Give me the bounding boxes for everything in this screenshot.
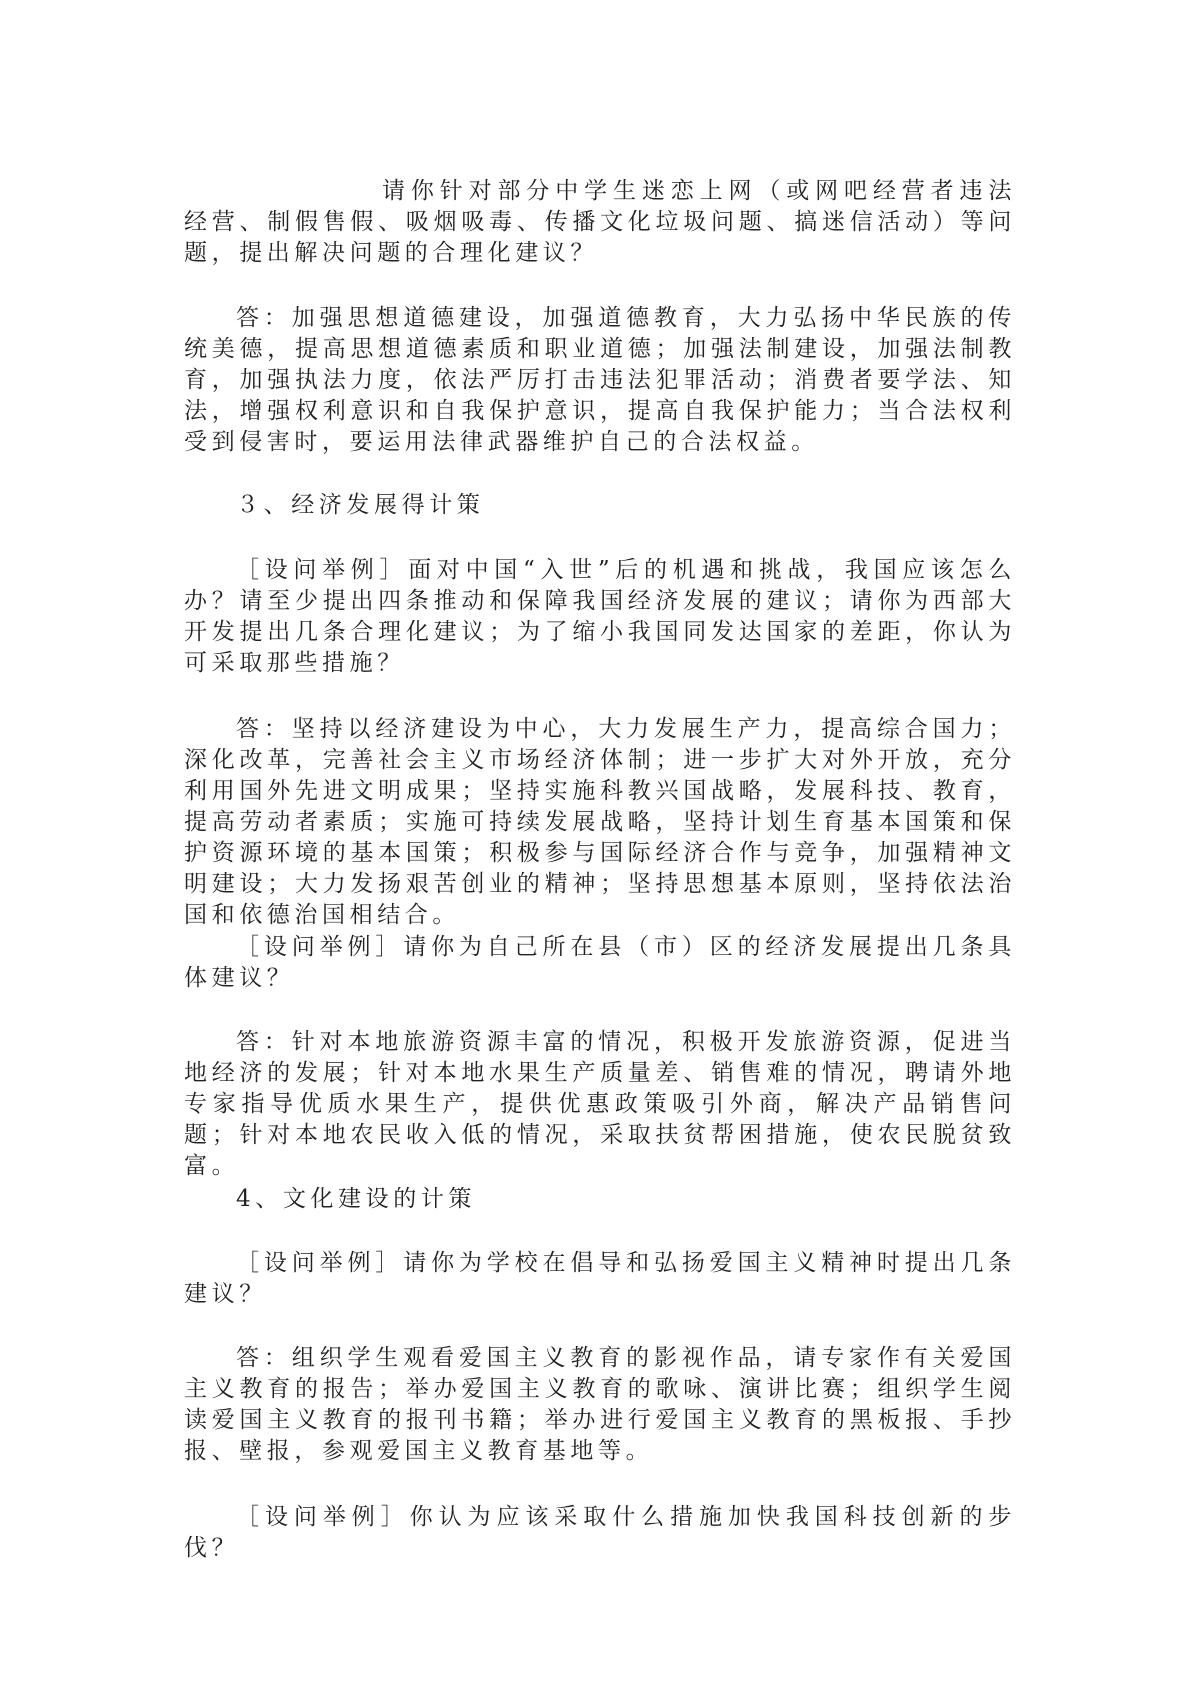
section-heading-4: 4、文化建设的计策 bbox=[236, 1186, 477, 1212]
question-paragraph-5: ［设问举例］你认为应该采取什么措施加快我国科技创新的步伐？ bbox=[184, 1504, 1016, 1561]
answer-paragraph-4: 答：组织学生观看爱国主义教育的影视作品，请专家作有关爱国主义教育的报告；举办爱国主义教育的歌咏、演讲比赛；组织学生阅读爱国主义教育的报刊书籍；举办进行爱国主义教育的黑板报、手抄报、壁报，参观爱国主义教育基地等。 bbox=[184, 1345, 1016, 1464]
question-paragraph-3: ［设问举例］请你为自己所在县（市）区的经济发展提出几条具体建议？ bbox=[184, 934, 1016, 991]
answer-paragraph-3: 答：针对本地旅游资源丰富的情况，积极开发旅游资源，促进当地经济的发展；针对本地水果生产质量差、销售难的情况，聘请外地专家指导优质水果生产，提供优惠政策吸引外商，解决产品销售问题；针对本地农民收入低的情况，采取扶贫帮困措施，使农民脱贫致富。 bbox=[184, 1029, 1016, 1179]
section-heading-3: ３、经济发展得计策 bbox=[236, 492, 485, 518]
question-paragraph-4: ［设问举例］请你为学校在倡导和弘扬爱国主义精神时提出几条建议？ bbox=[184, 1250, 1016, 1307]
question-paragraph-2: ［设问举例］面对中国“入世”后的机遇和挑战，我国应该怎么办？请至少提出四条推动和保障我国经济发展的建议；请你为西部大开发提出几条合理化建议；为了缩小我国同发达国家的差距，你认为可采取那些措施？ bbox=[184, 557, 1016, 676]
question-paragraph-1: 请你针对部分中学生迷恋上网（或网吧经营者违法经营、制假售假、吸烟吸毒、传播文化垃圾问题、搞迷信活动）等问题，提出解决问题的合理化建议？ bbox=[184, 178, 1016, 266]
answer-paragraph-1: 答：加强思想道德建设，加强道德教育，大力弘扬中华民族的传统美德，提高思想道德素质和职业道德；加强法制建设，加强法制教育，加强执法力度，依法严厉打击违法犯罪活动；消费者要学法、知法，增强权利意识和自我保护意识，提高自我保护能力；当合法权利受到侵害时，要运用法律武器维护自己的合法权益。 bbox=[184, 305, 1016, 455]
answer-paragraph-2: 答：坚持以经济建设为中心，大力发展生产力，提高综合国力；深化改革，完善社会主义市场经济体制；进一步扩大对外开放，充分利用国外先进文明成果；坚持实施科教兴国战略，发展科技、教育，提高劳动者素质；实施可持续发展战略，坚持计划生育基本国策和保护资源环境的基本国策；积极参与国际经济合作与竞争，加强精神文明建设；大力发扬艰苦创业的精神；坚持思想基本原则，坚持依法治国和依德治国相结合。 bbox=[184, 716, 1016, 928]
